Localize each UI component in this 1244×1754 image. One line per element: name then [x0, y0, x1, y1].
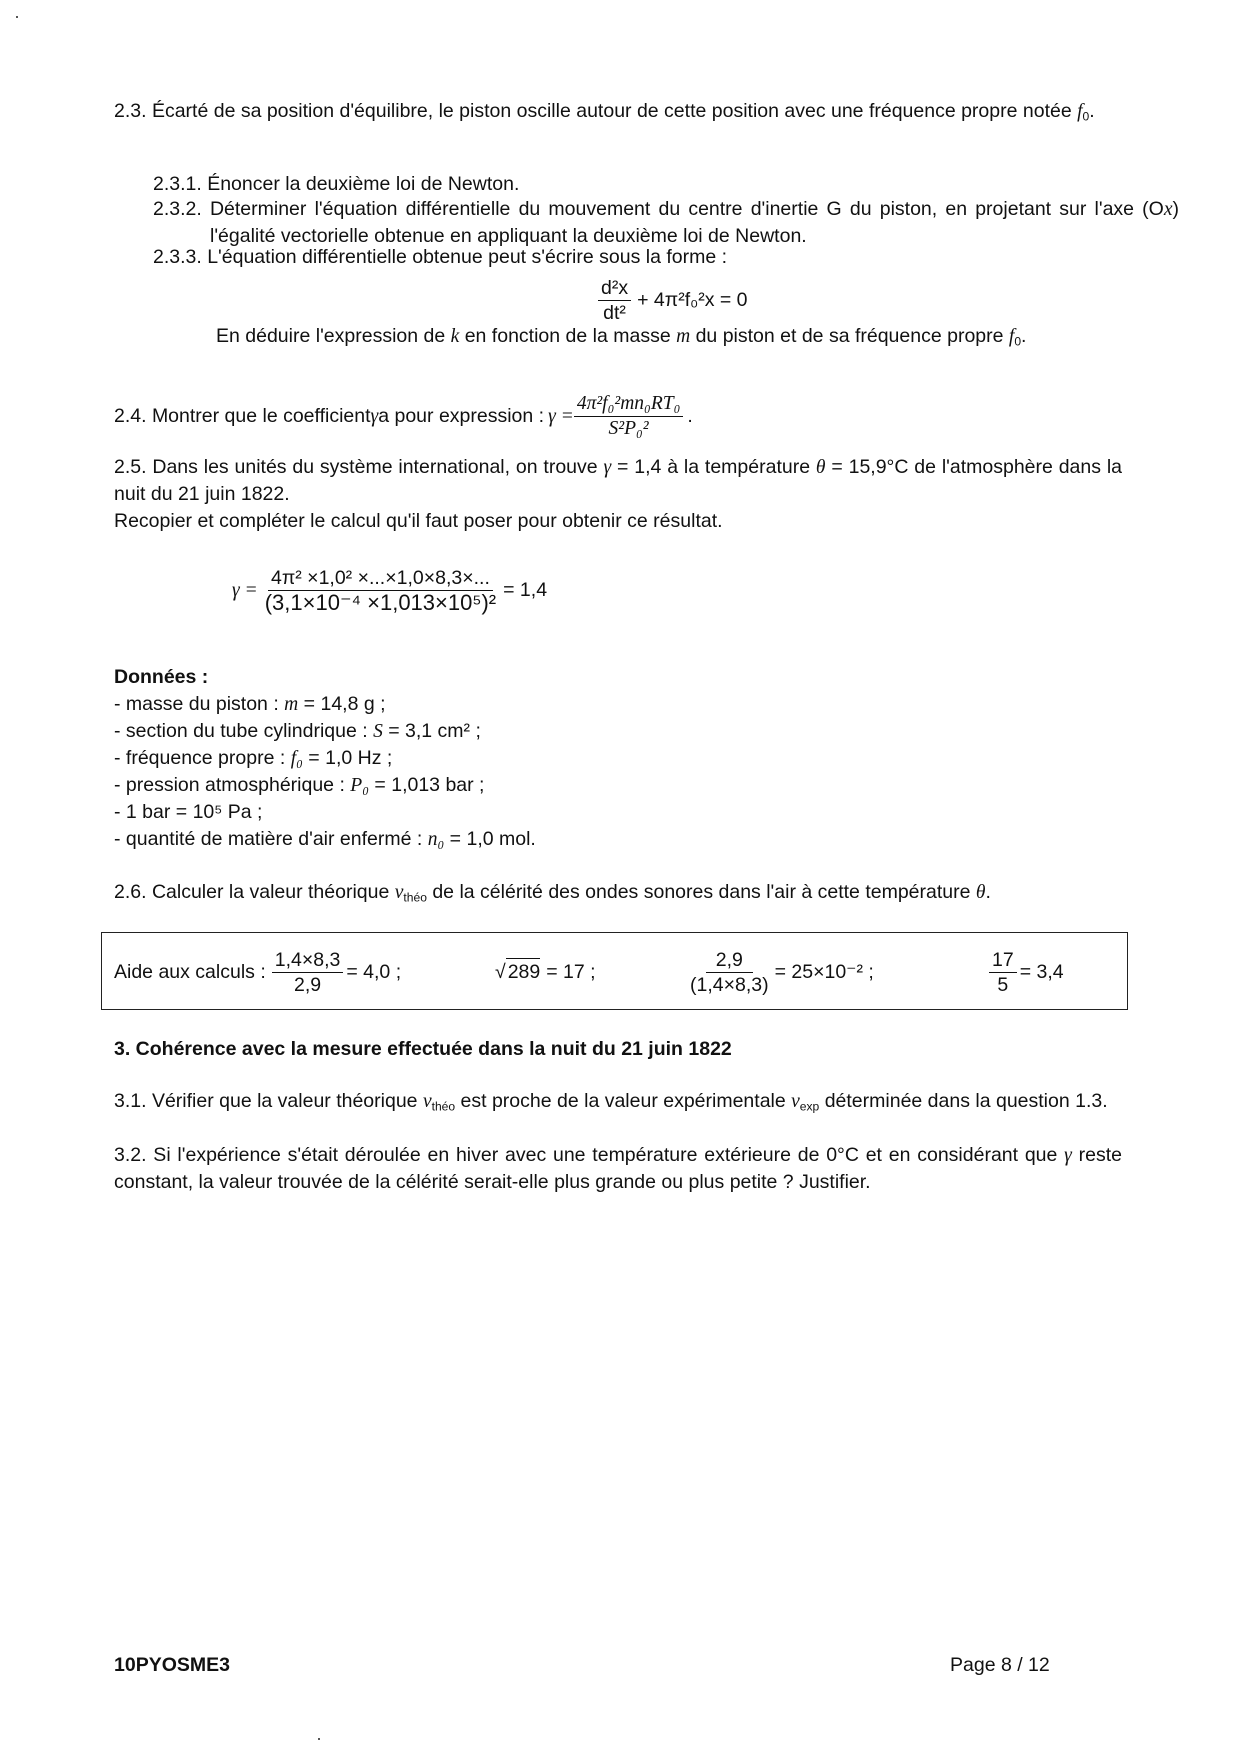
aide-aux-calculs-box	[101, 932, 1128, 1010]
footer-code: 10PYOSME3	[114, 1654, 230, 1676]
donnees-item: - quantité de matière d'air enfermé : n₀ = 1,0 mol.	[114, 828, 536, 850]
question-2-4: 2.4. Montrer que le coefficient γ a pour expression : γ = $\frac{\text{4π²f₀²mn₀RT₀}}{\text{S²P₀²}}$ .	[114, 393, 693, 439]
scan-speck	[16, 16, 18, 18]
question-2-3-3: 2.3.3. L'équation différentielle obtenue peut s'écrire sous la forme :	[153, 246, 728, 268]
footer-page-number: Page 8 / 12	[950, 1654, 1050, 1676]
donnees-item: - section du tube cylindrique : S = 3,1 cm² ;	[114, 720, 481, 742]
aide-calc-3: $\frac{2,9}{(1,4\times 8,3)}$ = 25×10⁻² ;	[690, 948, 874, 996]
eq-fraction: $\frac{\text{d²x}}{\text{dt²}}$	[598, 276, 631, 325]
gamma-calculation: γ = $\frac{\text{4π² ×1,0² ×...×1,0×8,3×...}}{\text{(3,1×10⁻⁴ ×1,013×10⁵)²}}$ = 1,4	[232, 567, 548, 615]
donnees: Données : - masse du piston : m = 14,8 g ; - section du tube cylindrique : S = 3,1 cm² ; - fréquence propre : f₀ = 1,0 Hz ; - pression atmosphérique : P₀ = 1,013 bar ; - 1 bar = 10⁵ Pa ; - quantité de matière d'air enfermé : n₀ = 1,0 mol.	[114, 664, 1122, 853]
question-2-6: 2.6. Calculer la valeur théorique $v_{théo}$ de la célérité des ondes sonores dans l'air à cette température θ.	[114, 881, 991, 905]
section-3-title: 3. Cohérence avec la mesure effectuée dans la nuit du 21 juin 1822	[114, 1038, 732, 1060]
question-3-2: 3.2. Si l'expérience s'était déroulée en hiver avec une température extérieure de 0°C et en considérant que γ reste constant, la valeur trouvée de la célérité serait-elle plus grande ou plus petite ? Justifier.	[114, 1144, 1122, 1193]
scan-speck	[318, 1738, 320, 1740]
donnees-item: - masse du piston : m = 14,8 g ;	[114, 693, 386, 715]
aide-calc-2: √ 289 = 17 ;	[495, 933, 596, 1011]
question-2-3-1: 2.3.1. Énoncer la deuxième loi de Newton.	[153, 173, 520, 195]
question-2-3-2: 2.3.2. Déterminer l'équation différentielle du mouvement du centre d'inertie G du piston, en projetant sur l'axe (Ox) l'égalité vectorielle obtenue en appliquant la deuxième loi de Newton.	[153, 198, 1179, 247]
question-2-5-instruction: Recopier et compléter le calcul qu'il faut poser pour obtenir ce résultat.	[114, 510, 723, 532]
deduce-k: En déduire l'expression de k en fonction de la masse m du piston et de sa fréquence propre $f_0$.	[216, 325, 1027, 349]
donnees-list	[114, 691, 1122, 853]
gamma-expression: $\frac{\text{4π²f₀²mn₀RT₀}}{\text{S²P₀²}}$	[574, 392, 684, 441]
differential-equation: $\frac{\text{d²x}}{\text{dt²}}$ + 4π²f₀²x = 0	[598, 276, 748, 325]
question-2-3: 2.3. Écarté de sa position d'équilibre, le piston oscille autour de cette position avec une fréquence propre notée $f_0$.	[114, 100, 1095, 124]
question-3-1: 3.1. Vérifier que la valeur théorique $v_{théo}$ est proche de la valeur expérimentale $v_{exp}$ déterminée dans la question 1.3.	[114, 1090, 1108, 1114]
donnees-item: - 1 bar = 10⁵ Pa ;	[114, 801, 263, 823]
donnees-item: - fréquence propre : f₀ = 1,0 Hz ;	[114, 747, 393, 769]
donnees-item: - pression atmosphérique : P₀ = 1,013 bar ;	[114, 774, 485, 796]
calculation-fraction: $\frac{\text{4π² ×1,0² ×...×1,0×8,3×...}}{\text{(3,1×10⁻⁴ ×1,013×10⁵)²}}$	[264, 567, 497, 615]
question-2-5: 2.5. Dans les unités du système international, on trouve γ = 1,4 à la température θ = 15,9°C de l'atmosphère dans la nuit du 21 juin 1822.	[114, 456, 1123, 505]
aide-calc-4: $\frac{17}{5}$ = 3,4	[989, 933, 1064, 1011]
aide-calc-1: Aide aux calculs : $\frac{1,4\times 8,3}{2,9}$ = 4,0 ;	[114, 948, 402, 996]
